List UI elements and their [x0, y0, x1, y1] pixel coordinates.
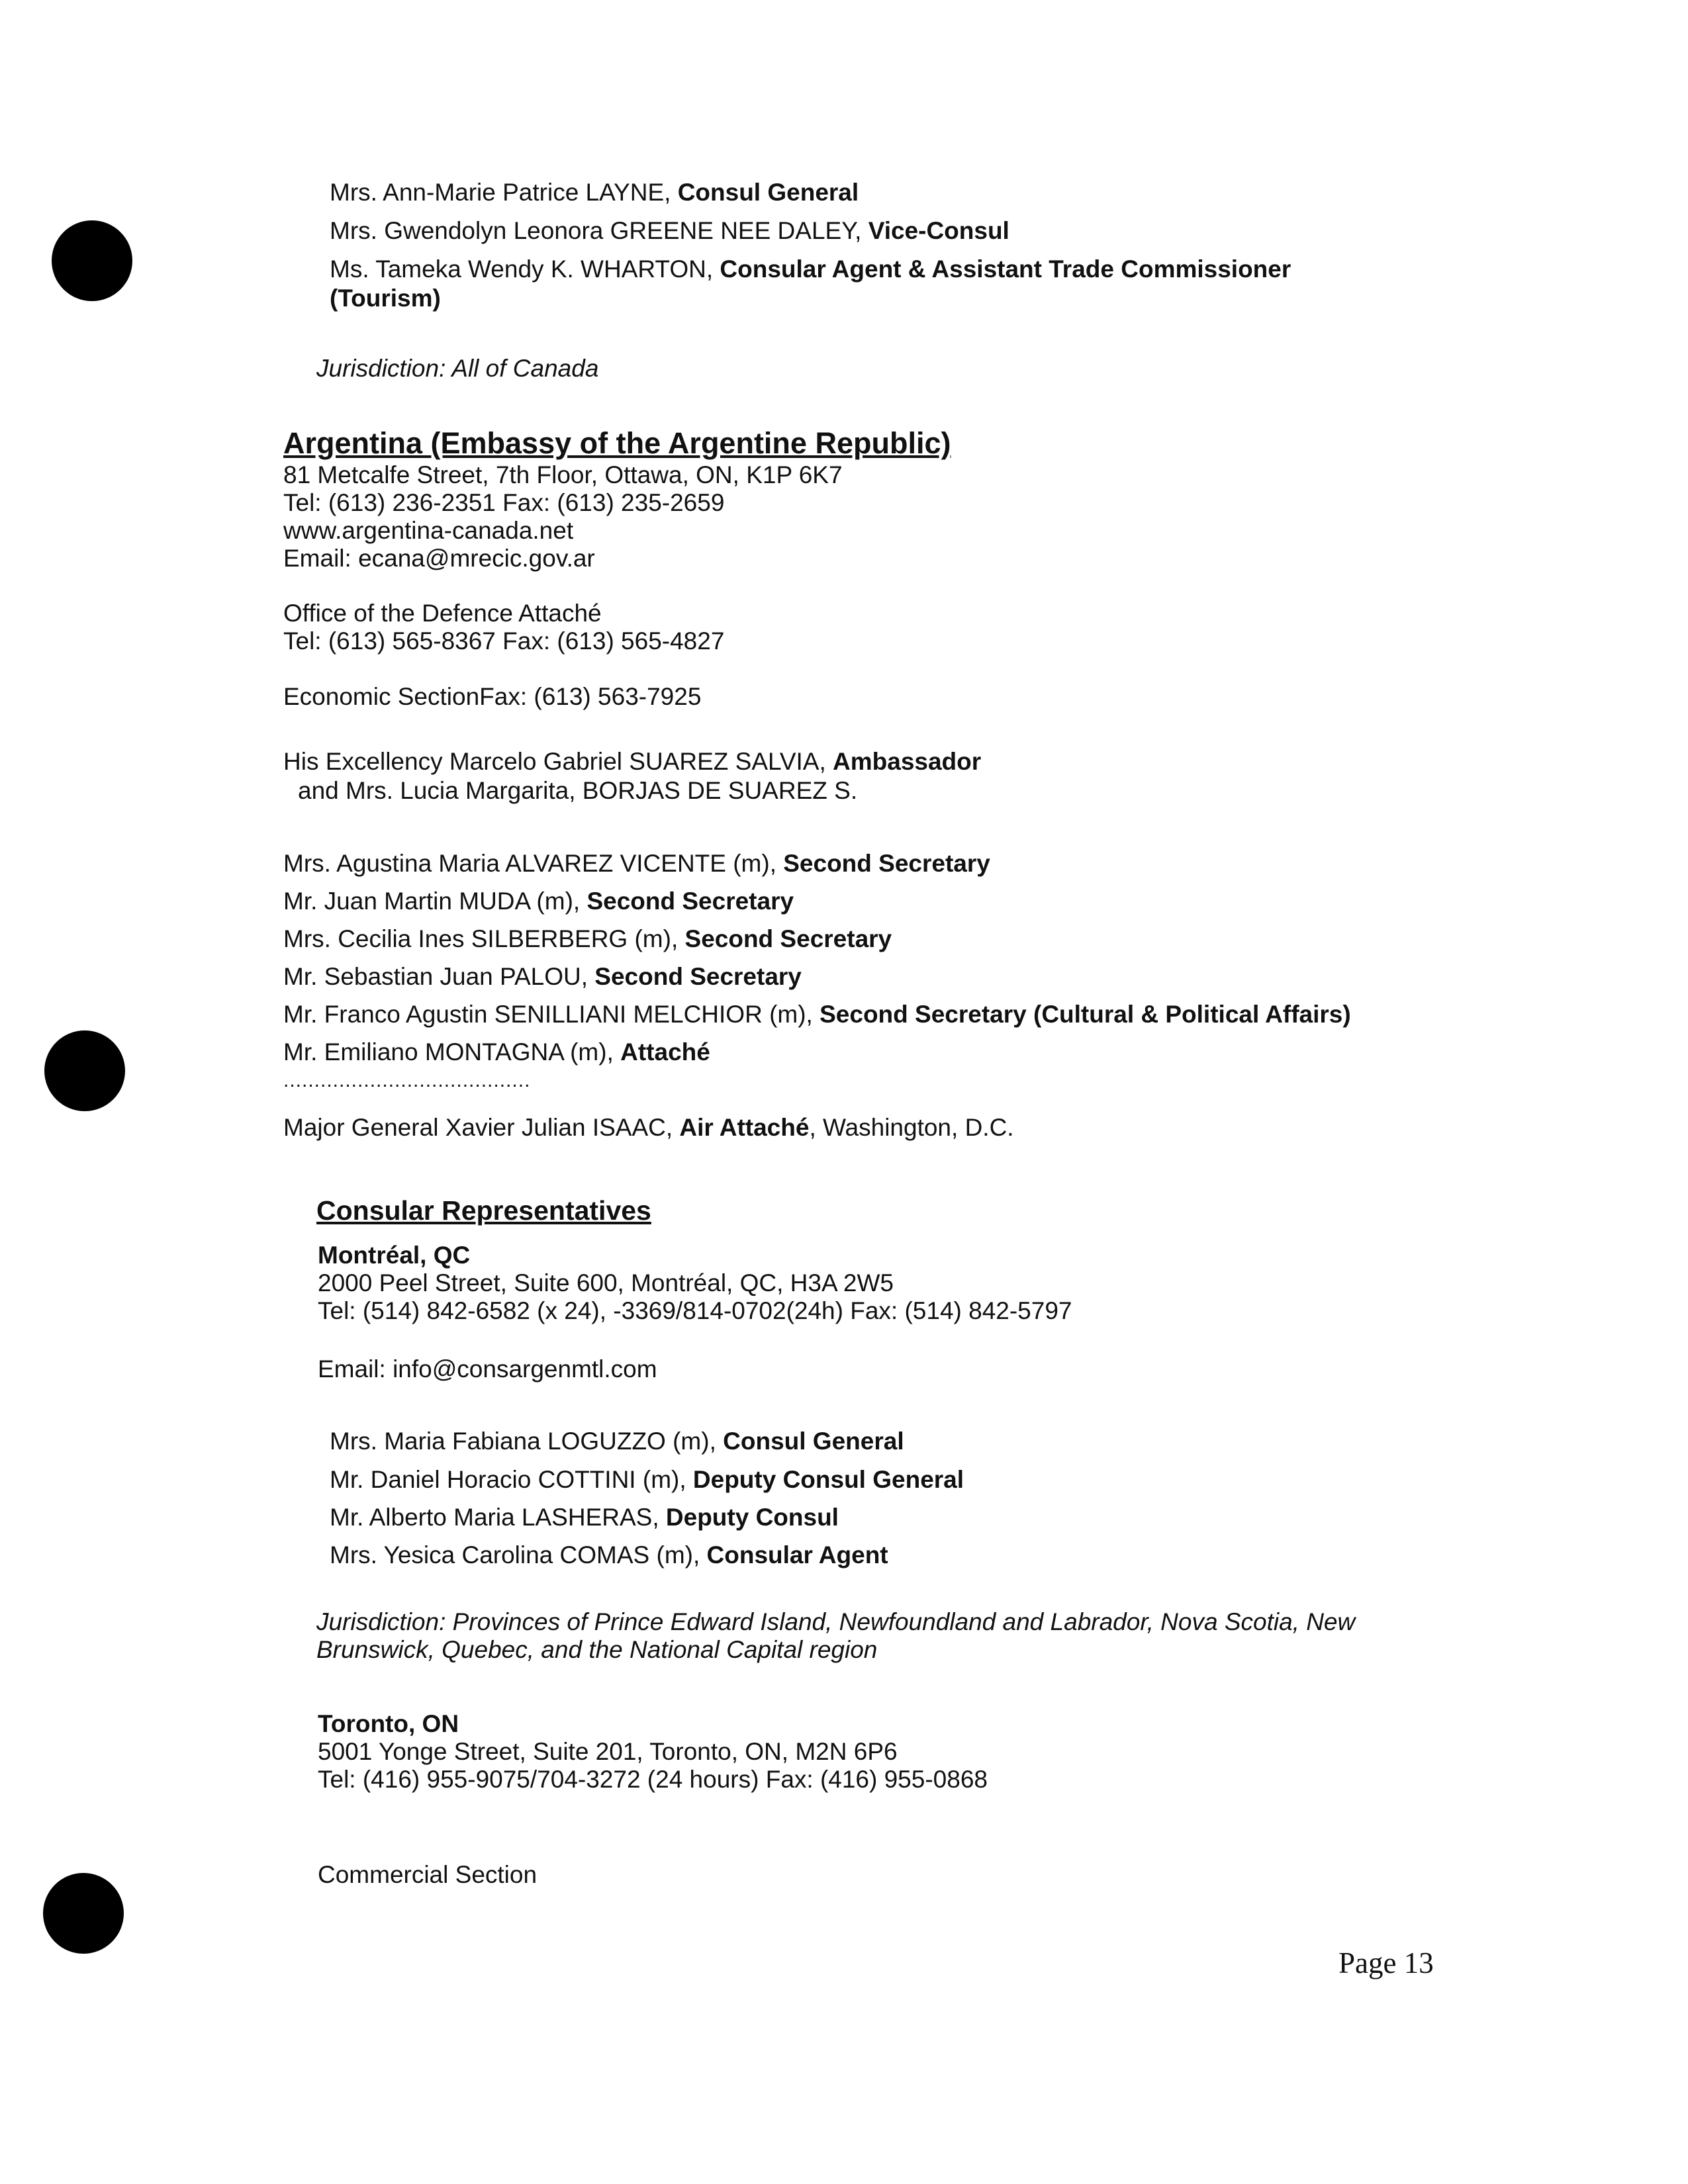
- ambassador-title: Ambassador: [833, 748, 982, 775]
- staff-title: Second Secretary (Cultural & Political Affairs): [820, 1001, 1351, 1028]
- staff-line: Mrs. Yesica Carolina COMAS (m), Consular Agent: [330, 1541, 888, 1569]
- staff-title: Consular Agent & Assistant Trade Commissioner: [720, 255, 1291, 283]
- staff-line: Mr. Franco Agustin SENILLIANI MELCHIOR (m), Second Secretary (Cultural & Political Affairs): [283, 1001, 1351, 1028]
- embassy-website[interactable]: www.argentina-canada.net: [283, 517, 574, 544]
- consular-heading: Consular Representatives: [316, 1195, 651, 1226]
- embassy-heading: Argentina (Embassy of the Argentine Republic): [283, 426, 951, 460]
- jurisdiction: Jurisdiction: All of Canada: [316, 355, 599, 382]
- air-attache-title: Air Attaché: [679, 1114, 810, 1141]
- binder-hole-middle: [44, 1030, 125, 1111]
- staff-title: Second Secretary: [783, 850, 990, 877]
- binder-hole-top: [52, 220, 132, 301]
- staff-title: Consular Agent: [706, 1541, 888, 1569]
- embassy-address: 81 Metcalfe Street, 7th Floor, Ottawa, ON, K1P 6K7: [283, 461, 843, 488]
- defence-attache-block: [283, 600, 724, 655]
- page-number: Page 13: [1338, 1946, 1434, 1979]
- staff-title: Attaché: [620, 1038, 710, 1066]
- defence-office-phone: Tel: (613) 565-8367 Fax: (613) 565-4827: [283, 627, 725, 655]
- embassy-email[interactable]: Email: ecana@mrecic.gov.ar: [283, 545, 595, 572]
- staff-line: Mr. Daniel Horacio COTTINI (m), Deputy Consul General: [330, 1466, 964, 1493]
- toronto-phone: Tel: (416) 955-9075/704-3272 (24 hours) Fax: (416) 955-0868: [318, 1766, 988, 1793]
- staff-title-continued: (Tourism): [330, 285, 441, 312]
- montreal-email[interactable]: Email: info@consargenmtl.com: [318, 1355, 657, 1383]
- embassy-phone: Tel: (613) 236-2351 Fax: (613) 235-2659: [283, 489, 725, 516]
- montreal-jurisdiction: Jurisdiction: Provinces of Prince Edward Island, Newfoundland and Labrador, Nova Scotia, New Brunswick, Quebec, and the National Capital region: [316, 1608, 1356, 1663]
- defence-office-label: Office of the Defence Attaché: [283, 600, 602, 627]
- staff-title: Deputy Consul: [665, 1504, 839, 1531]
- staff-line: Mr. Juan Martin MUDA (m), Second Secretary: [283, 887, 794, 915]
- toronto-block: [318, 1710, 988, 1794]
- staff-title: Consul General: [723, 1428, 904, 1455]
- city-heading: Montréal, QC: [318, 1242, 471, 1269]
- staff-line: Mrs. Ann-Marie Patrice LAYNE, Consul General: [330, 179, 859, 206]
- montreal-phone: Tel: (514) 842-6582 (x 24), -3369/814-0702(24h) Fax: (514) 842-5797: [318, 1297, 1072, 1324]
- staff-title: Second Secretary: [684, 925, 892, 952]
- staff-title: Consul General: [677, 179, 859, 206]
- staff-line: Mr. Emiliano MONTAGNA (m), Attaché: [283, 1038, 710, 1066]
- ambassador-line: His Excellency Marcelo Gabriel SUAREZ SALVIA, Ambassador: [283, 748, 982, 775]
- air-attache-line: Major General Xavier Julian ISAAC, Air Attaché, Washington, D.C.: [283, 1114, 1014, 1141]
- montreal-address: 2000 Peel Street, Suite 600, Montréal, QC, H3A 2W5: [318, 1269, 894, 1297]
- staff-title: Second Secretary: [594, 963, 802, 990]
- commercial-section: Commercial Section: [318, 1861, 538, 1888]
- city-heading: Toronto, ON: [318, 1710, 459, 1737]
- binder-hole-bottom: [43, 1873, 124, 1954]
- staff-line: Mr. Alberto Maria LASHERAS, Deputy Consul: [330, 1504, 839, 1531]
- staff-title: Second Secretary: [586, 887, 794, 915]
- economic-section: Economic SectionFax: (613) 563-7925: [283, 683, 702, 710]
- staff-line: Mrs. Agustina Maria ALVAREZ VICENTE (m), Second Secretary: [283, 850, 990, 877]
- staff-title: Deputy Consul General: [692, 1466, 964, 1493]
- staff-line: Mr. Sebastian Juan PALOU, Second Secretary: [283, 963, 802, 990]
- dotted-separator: ........................................: [283, 1069, 531, 1091]
- staff-line: Ms. Tameka Wendy K. WHARTON, Consular Agent & Assistant Trade Commissioner: [330, 255, 1291, 283]
- toronto-address: 5001 Yonge Street, Suite 201, Toronto, ON, M2N 6P6: [318, 1738, 898, 1765]
- embassy-contact-block: [283, 461, 843, 572]
- staff-line: Mrs. Gwendolyn Leonora GREENE NEE DALEY, Vice-Consul: [330, 217, 1009, 244]
- ambassador-spouse: and Mrs. Lucia Margarita, BORJAS DE SUAREZ S.: [298, 777, 858, 804]
- montreal-block: [318, 1242, 1072, 1325]
- staff-title: Vice-Consul: [868, 217, 1009, 244]
- staff-line: Mrs. Cecilia Ines SILBERBERG (m), Second Secretary: [283, 925, 892, 952]
- staff-line: Mrs. Maria Fabiana LOGUZZO (m), Consul General: [330, 1428, 904, 1455]
